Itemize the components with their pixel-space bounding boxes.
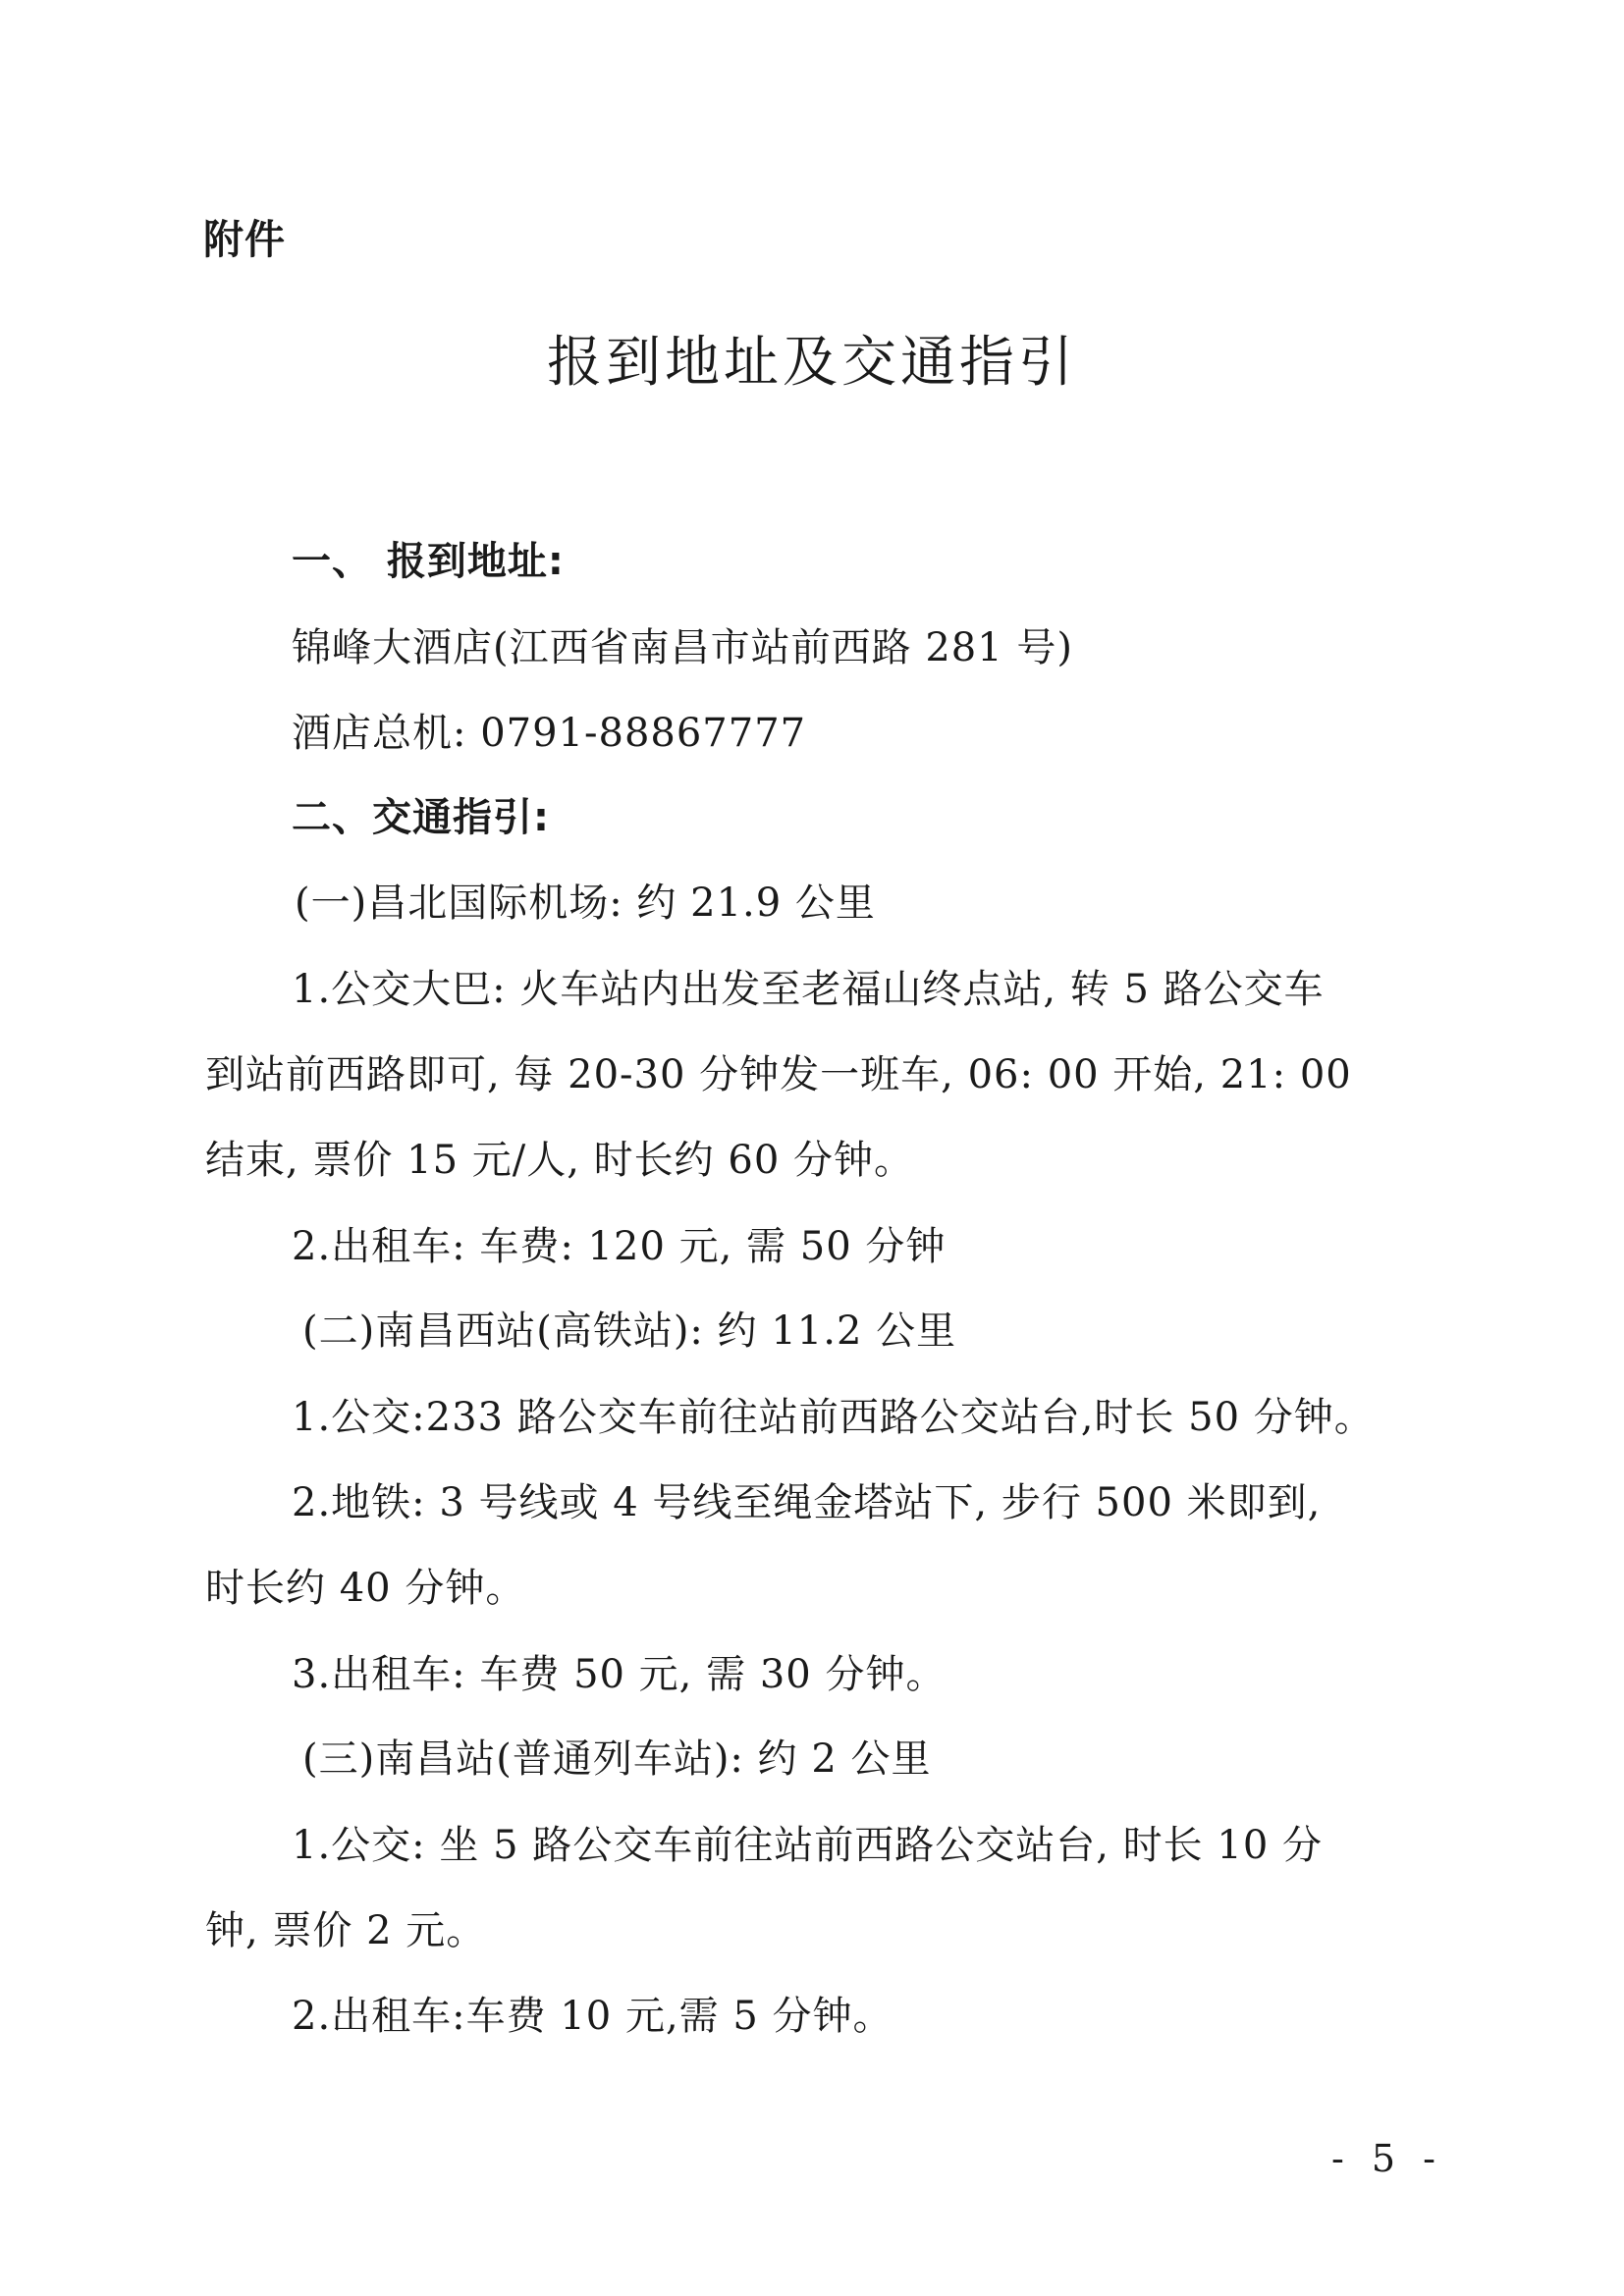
west-station-metro-line-2: 时长约 40 分钟。 xyxy=(205,1566,526,1611)
nanchang-station-title: (三)南昌站(普通列车站): 约 2 公里 xyxy=(302,1736,932,1782)
west-station-taxi: 3.出租车: 车费 50 元, 需 30 分钟。 xyxy=(292,1652,947,1697)
document-title: 报到地址及交通指引 xyxy=(547,331,1077,395)
west-station-title: (二)南昌西站(高铁站): 约 11.2 公里 xyxy=(302,1308,957,1354)
nanchang-station-taxi: 2.出租车:车费 10 元,需 5 分钟。 xyxy=(292,1994,893,2039)
section-2-heading: 二、交通指引: xyxy=(292,795,550,840)
hotel-address: 锦峰大酒店(江西省南昌市站前西路 281 号) xyxy=(292,625,1073,670)
airport-taxi: 2.出租车: 车费: 120 元, 需 50 分钟 xyxy=(292,1224,947,1269)
west-station-metro-line-1: 2.地铁: 3 号线或 4 号线至绳金塔站下, 步行 500 米即到, xyxy=(292,1480,1322,1525)
west-station-bus: 1.公交:233 路公交车前往站前西路公交站台,时长 50 分钟。 xyxy=(292,1395,1375,1440)
attachment-label: 附件 xyxy=(203,216,286,263)
airport-bus-line-2: 到站前西路即可, 每 20-30 分钟发一班车, 06: 00 开始, 21: 00 xyxy=(205,1052,1352,1097)
nanchang-station-bus-line-2: 钟, 票价 2 元。 xyxy=(205,1908,487,1953)
airport-bus-line-3: 结束, 票价 15 元/人, 时长约 60 分钟。 xyxy=(205,1138,914,1183)
airport-title: (一)昌北国际机场: 约 21.9 公里 xyxy=(295,881,876,926)
airport-bus-line-1: 1.公交大巴: 火车站内出发至老福山终点站, 转 5 路公交车 xyxy=(292,967,1325,1012)
section-1-heading: 一、 报到地址: xyxy=(292,539,565,584)
hotel-phone: 酒店总机: 0791-88867777 xyxy=(292,711,807,756)
page-number: - 5 - xyxy=(1331,2137,1444,2180)
nanchang-station-bus-line-1: 1.公交: 坐 5 路公交车前往站前西路公交站台, 时长 10 分 xyxy=(292,1823,1323,1868)
